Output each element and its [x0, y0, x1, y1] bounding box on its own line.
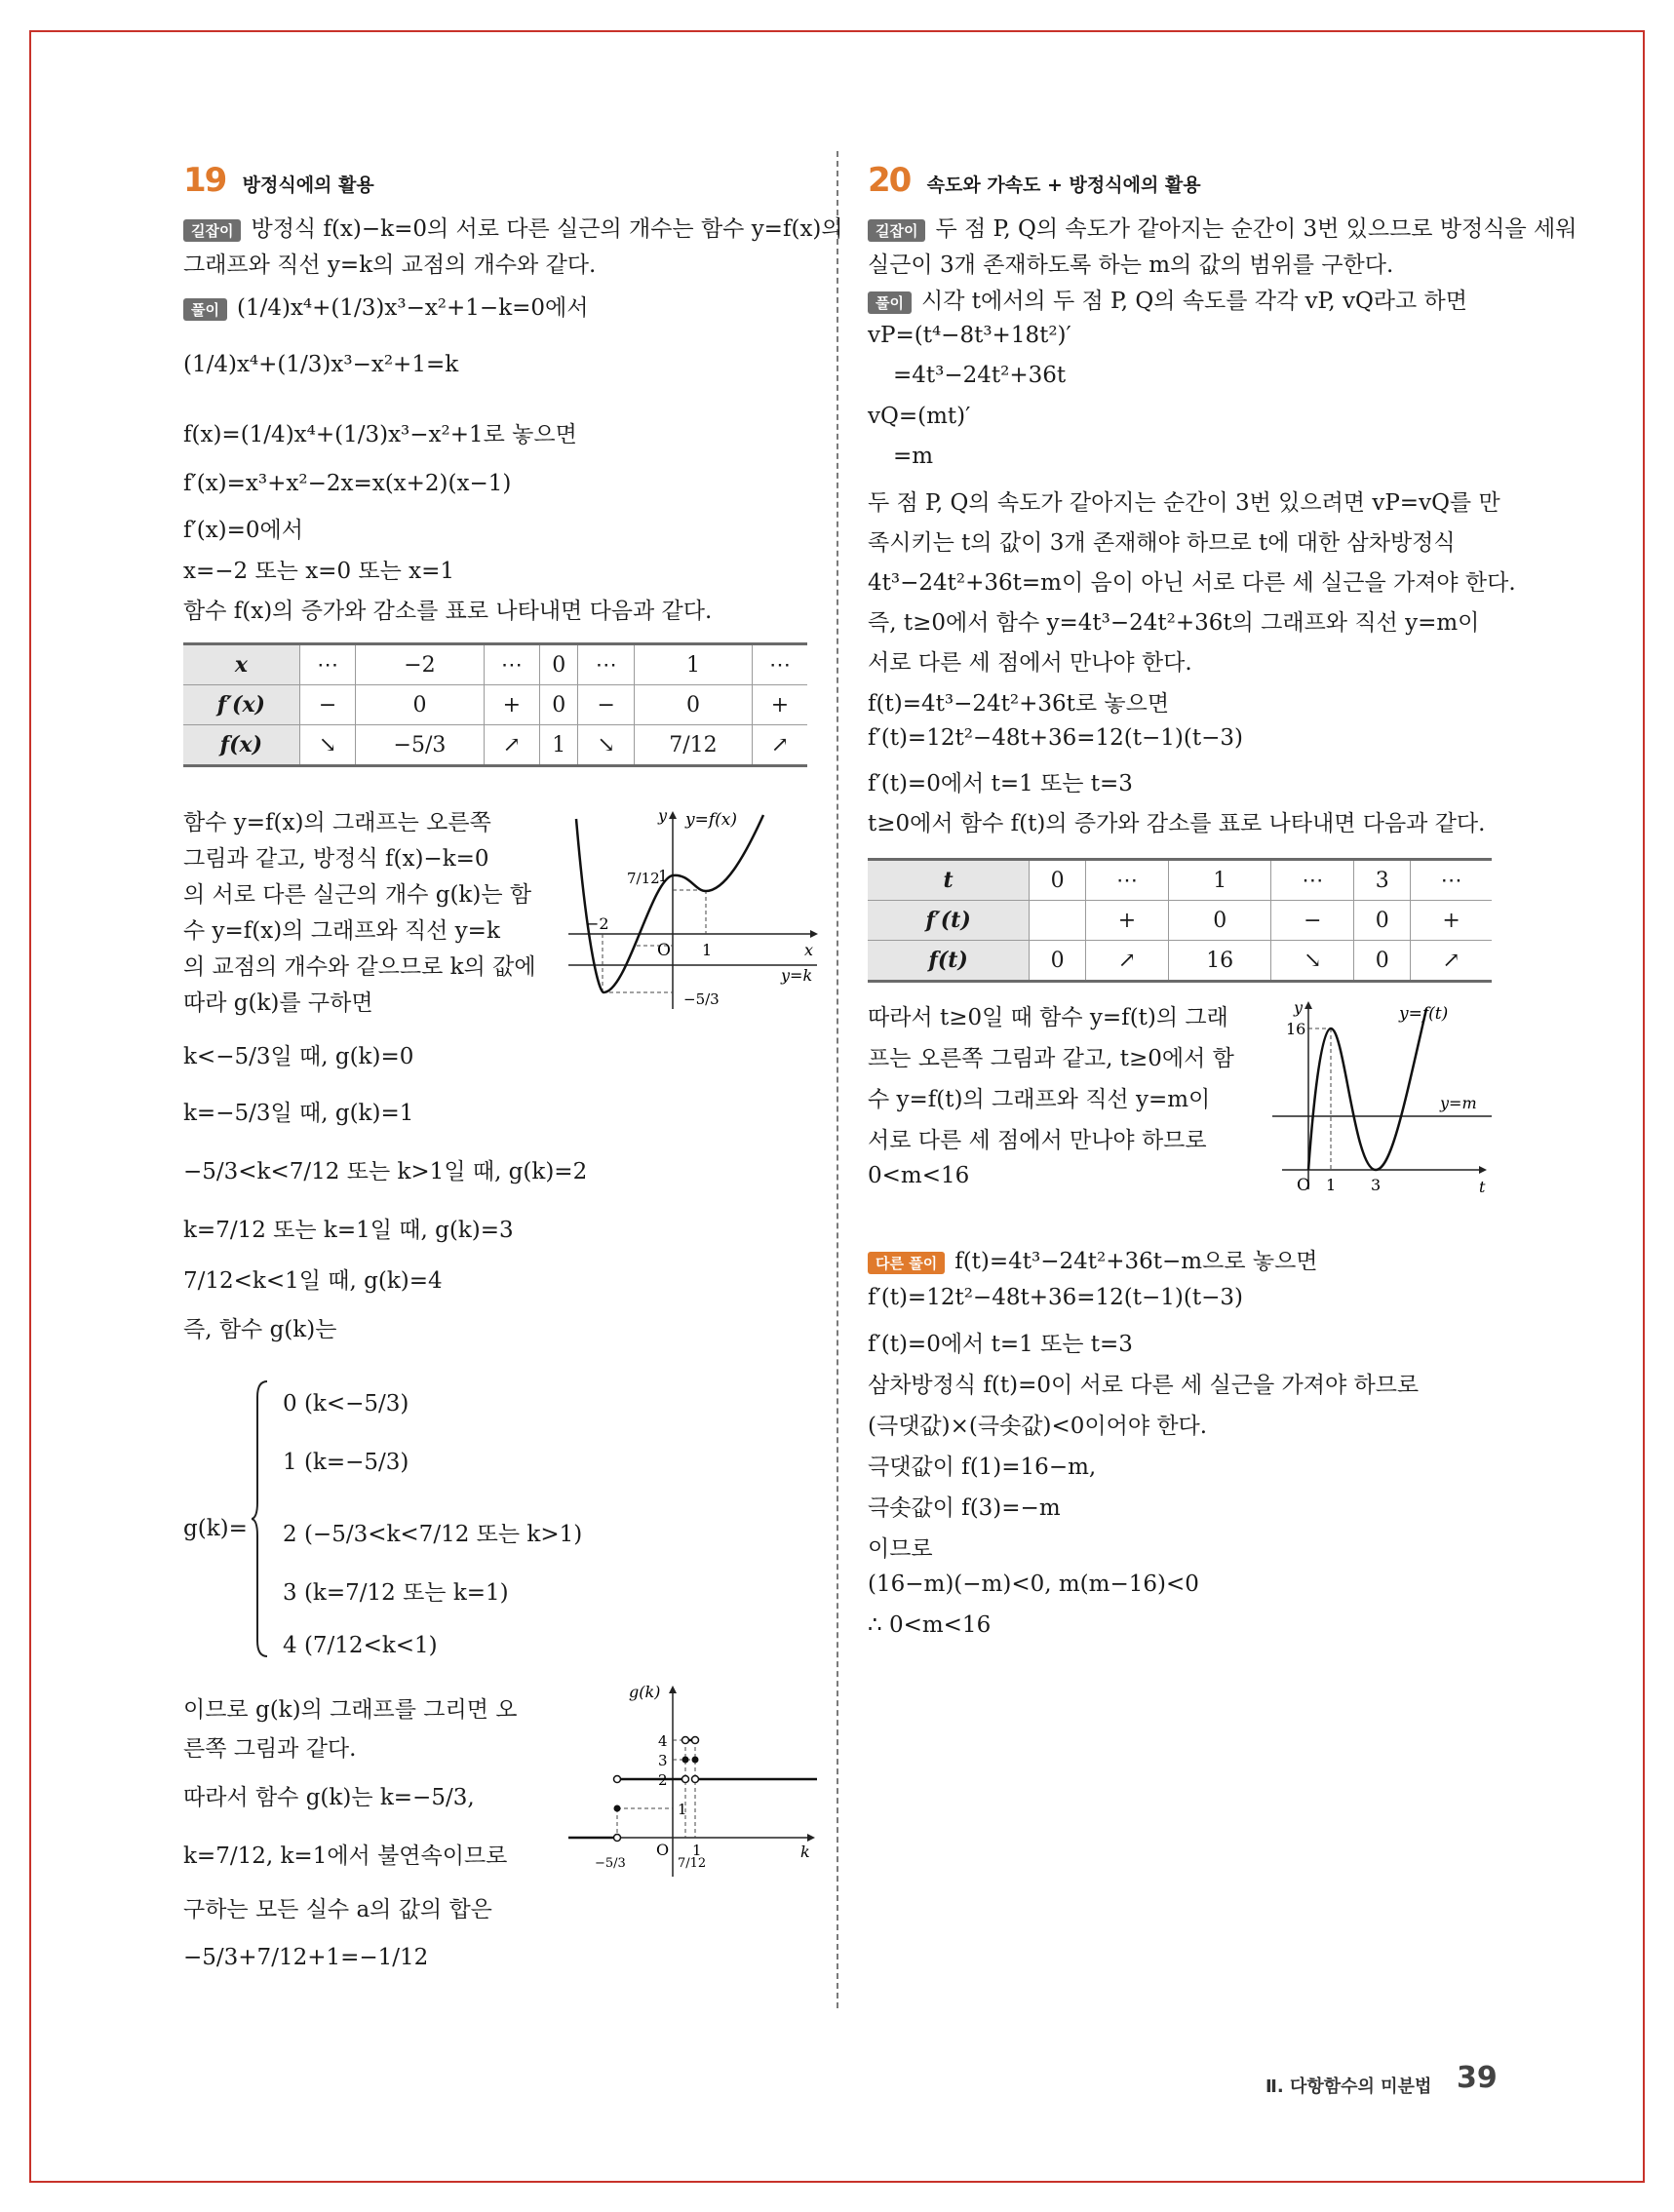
table-cell: 0	[1030, 941, 1086, 982]
table-cell: 16	[1169, 941, 1271, 982]
table-row-header: f(x)	[183, 725, 299, 766]
table-row-header: f′(t)	[868, 901, 1030, 941]
piecewise-case: 3 (k=7/12 또는 k=1)	[283, 1580, 509, 1606]
piecewise-brace	[252, 1378, 271, 1660]
t-axis-label: t	[1479, 1178, 1486, 1196]
tick-3: 3	[658, 1752, 668, 1769]
text-line: 이므로 g(k)의 그래프를 그리면 오	[183, 1697, 518, 1723]
y-axis-label: y	[658, 809, 668, 825]
alt-solution-tag: 다른 풀이	[868, 1252, 945, 1274]
problem-title: 방정식에의 활용	[242, 175, 374, 196]
text-line: =m	[893, 444, 934, 469]
piecewise-lhs: g(k)=	[183, 1516, 248, 1541]
g-axis-label: g(k)	[629, 1683, 661, 1701]
table-cell: 1	[635, 644, 753, 685]
table-cell: 0	[1030, 860, 1086, 901]
table-cell: −	[299, 685, 356, 725]
piecewise-case: 0 (k<−5/3)	[283, 1391, 409, 1416]
text-line: f′(x)=0에서	[183, 518, 303, 543]
text-line: k<−5/3일 때, g(k)=0	[183, 1044, 414, 1069]
text-line: 따라서 t≥0일 때 함수 y=f(t)의 그래	[868, 1005, 1228, 1030]
y-axis-label: y	[1294, 999, 1304, 1017]
text-line: 의 교점의 개수와 같으므로 k의 값에	[183, 954, 536, 980]
table-cell: −2	[356, 644, 484, 685]
page-number: 39	[1457, 2061, 1498, 2095]
text-line: f′(t)=0에서 t=1 또는 t=3	[868, 771, 1133, 796]
text-line: vQ=(mt)′	[868, 404, 971, 429]
table-cell: ↗	[752, 725, 807, 766]
solution-line	[868, 283, 1467, 315]
text-line: 수 y=f(x)의 그래프와 직선 y=k	[183, 918, 500, 944]
curve-ft	[1308, 1009, 1426, 1170]
table-cell: −5/3	[356, 725, 484, 766]
table-row-header: f′(x)	[183, 685, 299, 725]
table-row	[183, 685, 807, 725]
text-line: (1/4)x⁴+(1/3)x³−x²+1−k=0에서	[236, 295, 589, 321]
table-cell: 0	[540, 644, 578, 685]
problem-number: 20	[868, 161, 911, 200]
text-line: k=7/12, k=1에서 불연속이므로	[183, 1843, 508, 1869]
text-line: 7/12<k<1일 때, g(k)=4	[183, 1268, 443, 1294]
table-cell: 3	[1354, 860, 1411, 901]
table-cell: 0	[540, 685, 578, 725]
table-cell: −	[1271, 901, 1354, 941]
table-cell: ⋯	[752, 644, 807, 685]
table-row	[868, 860, 1492, 901]
piecewise-case: 1 (k=−5/3)	[283, 1450, 409, 1475]
text-line: 함수 f(x)의 증가와 감소를 표로 나타내면 다음과 같다.	[183, 599, 713, 624]
tick-minus-5-3: −5/3	[595, 1856, 626, 1871]
table-row	[868, 901, 1492, 941]
table-cell	[1030, 901, 1086, 941]
text-line: 즉, 함수 g(k)는	[183, 1317, 337, 1342]
label-x-one: 1	[702, 941, 713, 959]
variation-table-19	[183, 642, 807, 767]
text-line: 의 서로 다른 실근의 개수 g(k)는 함	[183, 882, 532, 908]
tick-k-1: 1	[692, 1842, 702, 1859]
problem-20-header	[868, 161, 1201, 200]
tick-4: 4	[658, 1732, 668, 1750]
curve-label: y=f(t)	[1399, 1004, 1449, 1024]
text-line: 구하는 모든 실수 a의 값의 합은	[183, 1897, 492, 1922]
tick-1: 1	[678, 1801, 687, 1818]
text-line: =4t³−24t²+36t	[893, 363, 1067, 388]
tick-7-12: 7/12	[678, 1856, 707, 1871]
table-cell: +	[752, 685, 807, 725]
table-cell: +	[1086, 901, 1169, 941]
text-line: 극댓값이 f(1)=16−m,	[868, 1455, 1097, 1480]
text-line: 이므로	[868, 1536, 933, 1562]
text-line: 극솟값이 f(3)=−m	[868, 1495, 1061, 1521]
text-line: 른쪽 그림과 같다.	[183, 1736, 357, 1762]
table-row-header: f(t)	[868, 941, 1030, 982]
table-cell: +	[484, 685, 540, 725]
table-cell: 0	[1354, 901, 1411, 941]
solution-tag: 풀이	[183, 298, 227, 321]
text-line: 그래프와 직선 y=k의 교점의 개수와 같다.	[183, 252, 597, 278]
table-cell: ↘	[1271, 941, 1354, 982]
tick-1: 1	[1326, 1176, 1337, 1194]
tick-3: 3	[1371, 1176, 1382, 1194]
graph-fx	[568, 809, 822, 1014]
piecewise-case: 2 (−5/3<k<7/12 또는 k>1)	[283, 1522, 583, 1547]
text-line: 함수 y=f(x)의 그래프는 오른쪽	[183, 810, 491, 835]
text-line: 0<m<16	[868, 1163, 970, 1188]
k-axis-label: k	[800, 1843, 810, 1861]
label-16: 16	[1286, 1020, 1306, 1038]
text-line: 삼차방정식 f(t)=0이 서로 다른 세 실근을 가져야 하므로	[868, 1373, 1420, 1398]
text-line: 시각 t에서의 두 점 P, Q의 속도를 각각 vP, vQ라고 하면	[920, 289, 1467, 314]
graph-ft	[1272, 999, 1497, 1204]
table-cell: 0	[1354, 941, 1411, 982]
table-row	[183, 644, 807, 685]
table-cell: ⋯	[484, 644, 540, 685]
label-7-12: 7/12	[627, 870, 660, 887]
hint-line	[183, 211, 843, 243]
x-axis-label: x	[804, 941, 814, 959]
table-cell: 0	[635, 685, 753, 725]
text-line: k=−5/3일 때, g(k)=1	[183, 1101, 414, 1126]
table-cell: ⋯	[578, 644, 635, 685]
text-line: f(t)=4t³−24t²+36t로 놓으면	[868, 691, 1170, 717]
table-cell: ↘	[578, 725, 635, 766]
text-line: −5/3+7/12+1=−1/12	[183, 1945, 429, 1970]
text-line: 수 y=f(t)의 그래프와 직선 y=m이	[868, 1087, 1211, 1112]
text-line: 따라서 함수 g(k)는 k=−5/3,	[183, 1785, 475, 1810]
chapter-footer: Ⅱ. 다항함수의 미분법	[1265, 2076, 1432, 2097]
solution-tag: 풀이	[868, 291, 912, 314]
label-minus-5-3: −5/3	[683, 990, 720, 1008]
variation-table-20	[868, 858, 1492, 983]
hint-line	[868, 211, 1577, 243]
table-cell: ⋯	[1411, 860, 1492, 901]
origin-label: O	[1297, 1176, 1310, 1195]
table-cell: 0	[356, 685, 484, 725]
text-line: f(t)=4t³−24t²+36t−m으로 놓으면	[954, 1249, 1318, 1274]
table-cell: ↗	[1086, 941, 1169, 982]
text-line: f′(x)=x³+x²−2x=x(x+2)(x−1)	[183, 471, 512, 496]
piecewise-case: 4 (7/12<k<1)	[283, 1633, 438, 1658]
table-cell: 1	[1169, 860, 1271, 901]
table-row	[183, 725, 807, 766]
table-row-header: x	[183, 644, 299, 685]
table-cell: ⋯	[1086, 860, 1169, 901]
tick-2: 2	[658, 1771, 668, 1789]
line-label: y=m	[1440, 1094, 1477, 1112]
hint-tag: 길잡이	[868, 219, 925, 242]
text-line: k=7/12 또는 k=1일 때, g(k)=3	[183, 1218, 514, 1243]
text-line: 실근이 3개 존재하도록 하는 m의 값의 범위를 구한다.	[868, 252, 1394, 278]
text-line: 서로 다른 세 점에서 만나야 한다.	[868, 650, 1192, 676]
line-label: y=k	[781, 966, 813, 985]
text-line: 4t³−24t²+36t=m이 음이 아닌 서로 다른 세 실근을 가져야 한다.	[868, 570, 1516, 596]
text-line: 프는 오른쪽 그림과 같고, t≥0에서 함	[868, 1046, 1234, 1071]
origin-label: O	[657, 941, 671, 960]
text-line: 즉, t≥0에서 함수 y=4t³−24t²+36t의 그래프와 직선 y=m이	[868, 610, 1480, 636]
table-cell: 0	[1169, 901, 1271, 941]
text-line: 그림과 같고, 방정식 f(x)−k=0	[183, 846, 489, 872]
text-line: ∴ 0<m<16	[868, 1612, 992, 1638]
text-line: 두 점 P, Q의 속도가 같아지는 순간이 3번 있으므로 방정식을 세워	[935, 216, 1577, 242]
text-line: (1/4)x⁴+(1/3)x³−x²+1=k	[183, 352, 459, 377]
text-line: 서로 다른 세 점에서 만나야 하므로	[868, 1128, 1207, 1153]
table-row-header: t	[868, 860, 1030, 901]
table-cell: +	[1411, 901, 1492, 941]
text-line: (극댓값)×(극솟값)<0이어야 한다.	[868, 1414, 1208, 1439]
table-cell: ↗	[484, 725, 540, 766]
hint-tag: 길잡이	[183, 219, 241, 242]
column-divider	[837, 151, 838, 2008]
table-cell: 7/12	[635, 725, 753, 766]
table-cell: 1	[540, 725, 578, 766]
text-line: −5/3<k<7/12 또는 k>1일 때, g(k)=2	[183, 1159, 588, 1184]
solution-line	[183, 290, 588, 322]
table-cell: ↘	[299, 725, 356, 766]
label-one: 1	[658, 867, 669, 885]
text-line: 따라 g(k)를 구하면	[183, 990, 373, 1016]
text-line: (16−m)(−m)<0, m(m−16)<0	[868, 1572, 1199, 1597]
text-line: 방정식 f(x)−k=0의 서로 다른 실근의 개수는 함수 y=f(x)의	[251, 216, 843, 242]
table-cell: ↗	[1411, 941, 1492, 982]
text-line: 두 점 P, Q의 속도가 같아지는 순간이 3번 있으려면 vP=vQ를 만	[868, 490, 1500, 516]
table-cell: ⋯	[1271, 860, 1354, 901]
origin-label: O	[656, 1841, 670, 1859]
text-line: 족시키는 t의 값이 3개 존재해야 하므로 t에 대한 삼차방정식	[868, 530, 1456, 556]
table-cell: −	[578, 685, 635, 725]
problem-number: 19	[183, 161, 226, 200]
text-line: f(x)=(1/4)x⁴+(1/3)x³−x²+1로 놓으면	[183, 422, 577, 447]
text-line: x=−2 또는 x=0 또는 x=1	[183, 559, 455, 584]
text-line: f′(t)=12t²−48t+36=12(t−1)(t−3)	[868, 1285, 1243, 1310]
text-line: vP=(t⁴−8t³+18t²)′	[868, 323, 1071, 348]
graph-gk	[568, 1682, 822, 1882]
text-line: f′(t)=0에서 t=1 또는 t=3	[868, 1332, 1133, 1357]
problem-title: 속도와 가속도 + 방정식에의 활용	[926, 175, 1201, 196]
table-cell: ⋯	[299, 644, 356, 685]
problem-19-header	[183, 161, 374, 200]
alt-solution-line	[868, 1243, 1318, 1275]
label-minus-2: −2	[586, 914, 609, 933]
table-row	[868, 941, 1492, 982]
text-line: f′(t)=12t²−48t+36=12(t−1)(t−3)	[868, 725, 1243, 751]
curve-label: y=f(x)	[685, 810, 737, 830]
text-line: t≥0에서 함수 f(t)의 증가와 감소를 표로 나타내면 다음과 같다.	[868, 811, 1486, 836]
